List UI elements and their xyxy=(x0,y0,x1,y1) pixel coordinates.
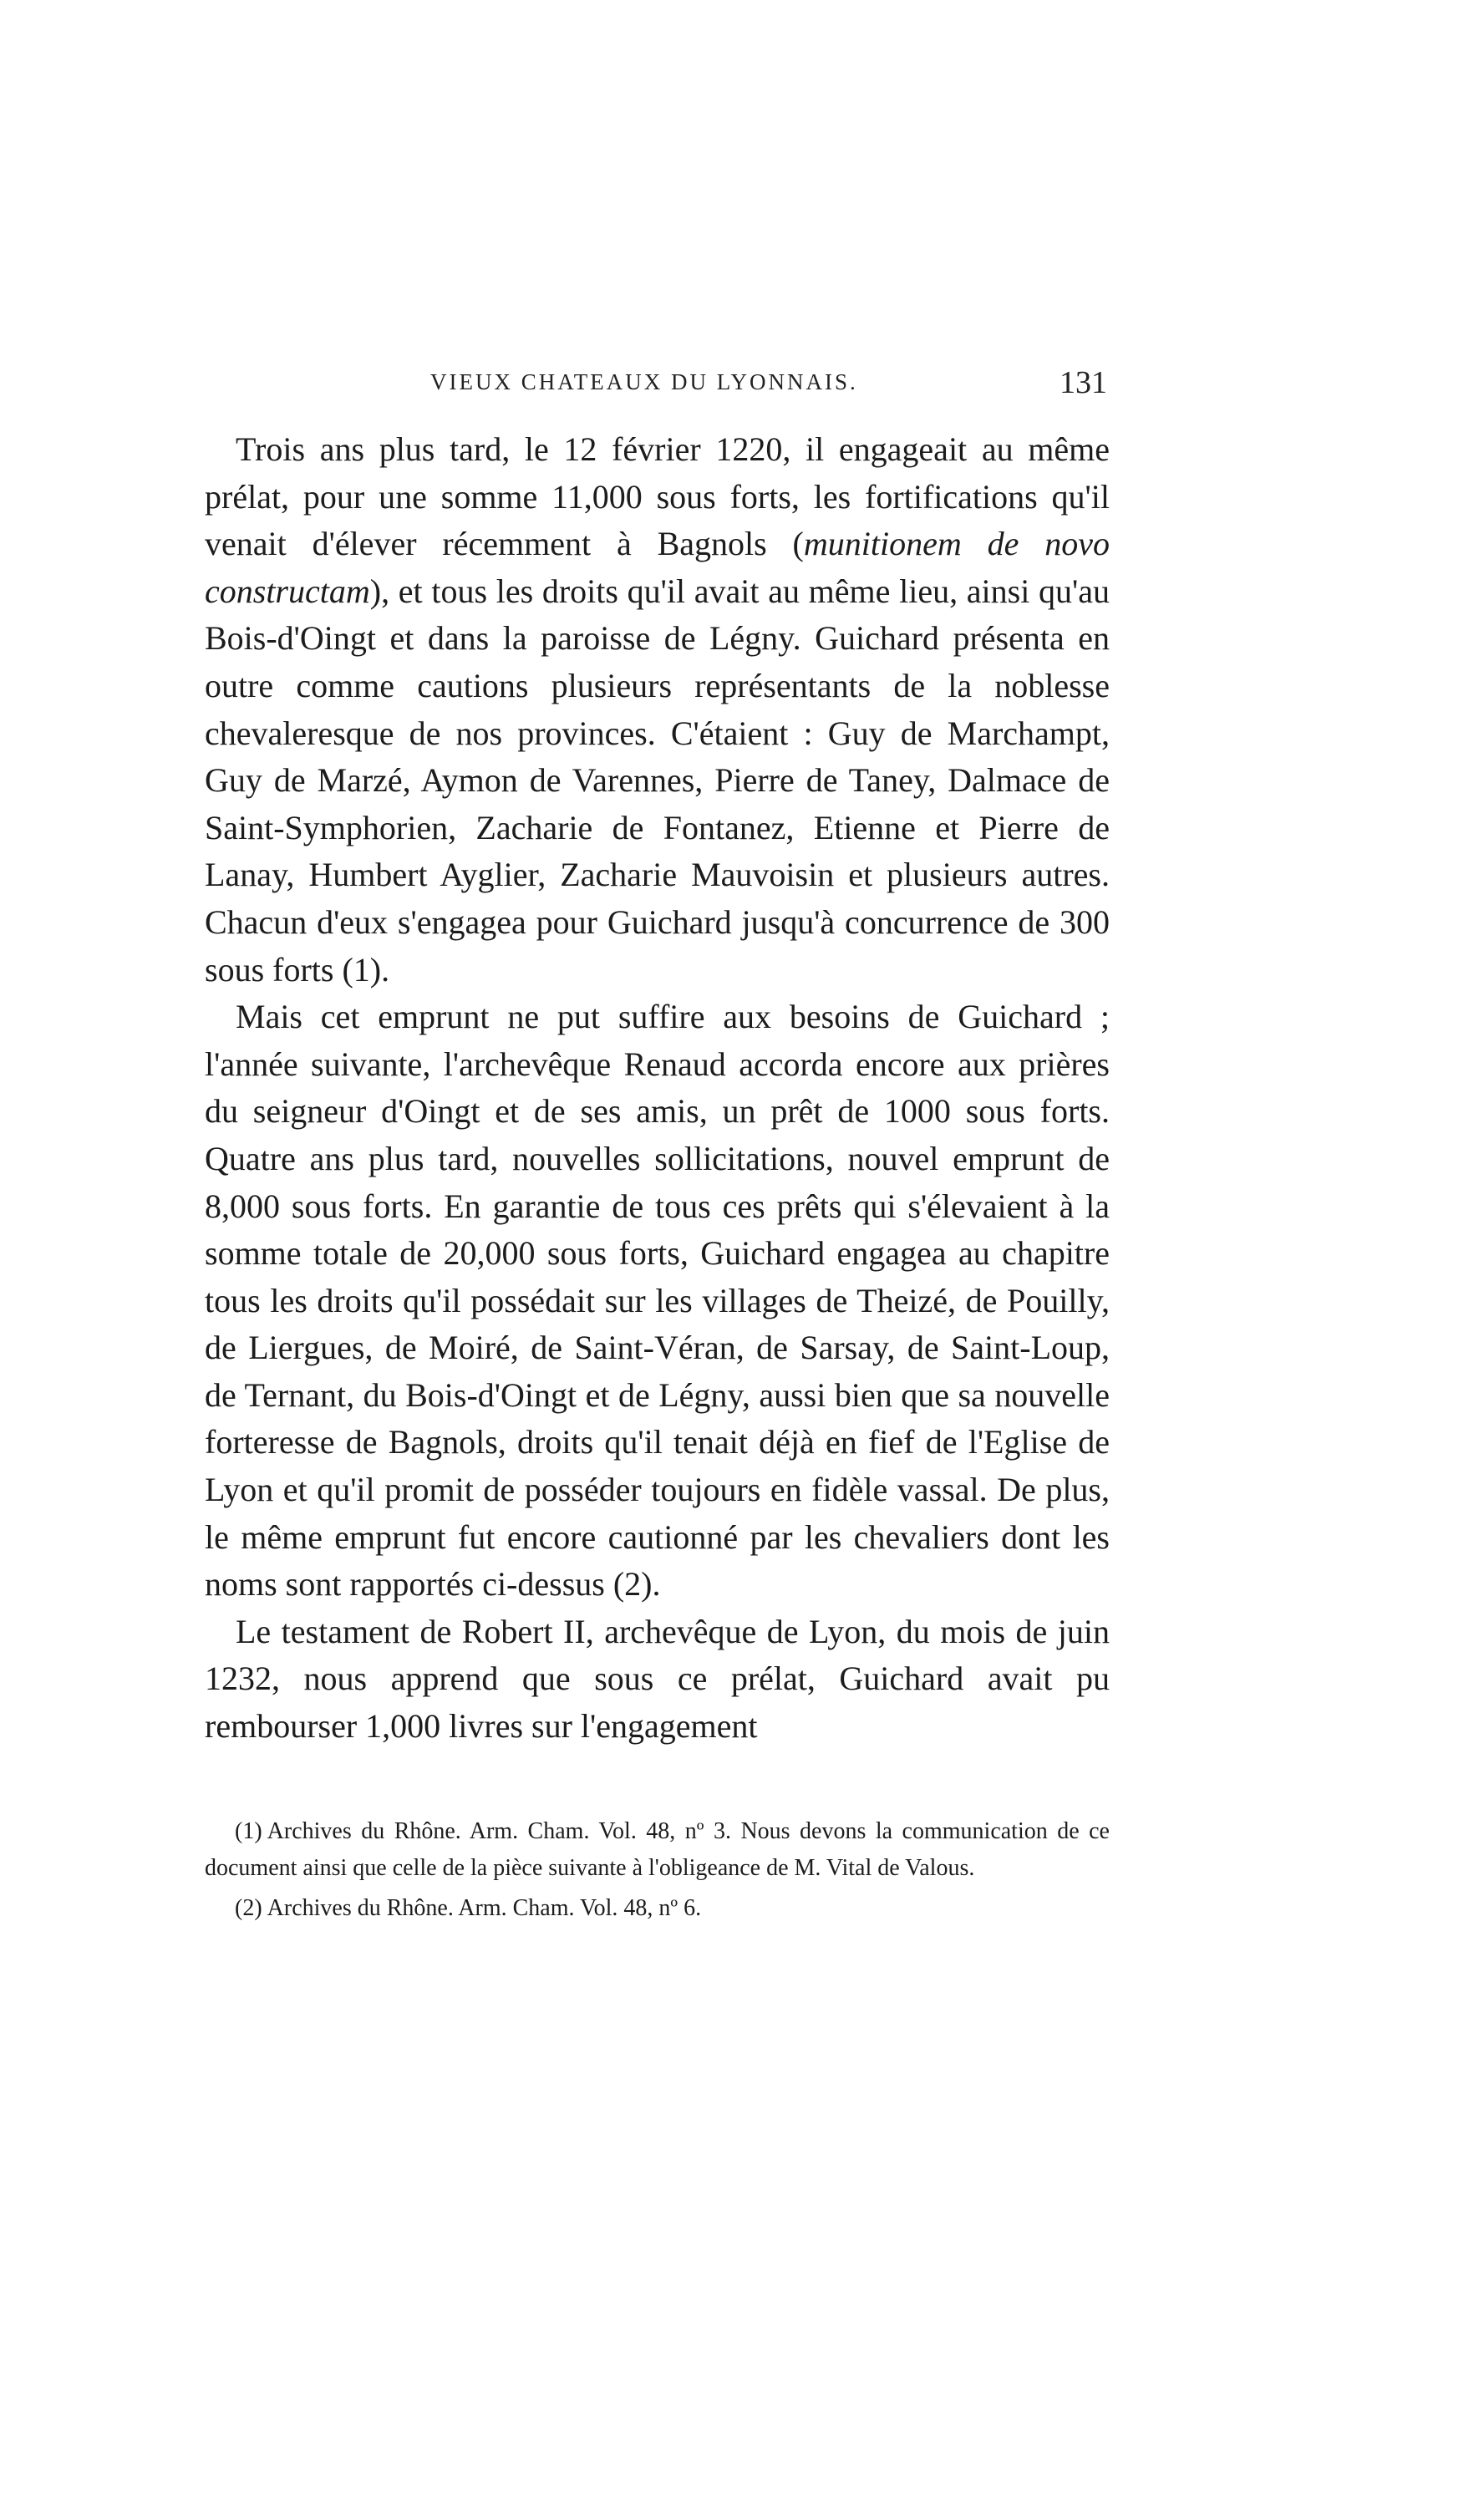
paragraph-3: Le testament de Robert II, archevêque de Lyon, du mois de juin 1232, nous apprend que sous ce prélat, Guichard avait pu rembourser 1,000 livres sur l'engagement xyxy=(205,1612,1110,1746)
paragraph-2: Mais cet emprunt ne put suffire aux besoins de Guichard ; l'année suivante, l'archevêque Renaud accorda encore aux prières du seigneur d'Oingt et de ses amis, un prêt de 1000 sous forts. Quatre ans plus tard, nouvelles sollicitations, nouvel emprunt de 8,000 sous forts. En garantie de tous ces prêts qui s'élevaient à la somme totale de 20,000 sous forts, Guichard engagea au chapitre tous les droits qu'il possédait sur les villages de Theizé, de Pouilly, de Liergues, de Moiré, de Saint-Véran, de Sarsay, de Saint-Loup, de Ternant, du Bois-d'Oingt et de Légny, aussi bien que sa nouvelle forteresse de Bagnols, droits qu'il tenait déjà en fief de l'Eglise de Lyon et qu'il promit de posséder toujours en fidèle vassal. De plus, le même emprunt fut encore cautionné par les chevaliers dont les noms sont rapportés ci-dessus (2). xyxy=(205,998,1110,1604)
paragraph-1-text-a: Trois ans plus tard, le 12 février 1220, il engageait au même prélat, pour une somme 11,000 sous forts, les fortifications qu'il venait d'élever récemment à Bagnols ( xyxy=(205,430,1110,563)
body-text xyxy=(205,426,1110,1751)
footnote-1 xyxy=(205,1813,1110,1887)
footnote-1-mark: (1) xyxy=(235,1818,262,1844)
paragraph-1-text-b: ), et tous les droits qu'il avait au même lieu, ainsi qu'au Bois-d'Oingt et dans la paroisse de Légny. Guichard présenta en outre comme cautions plusieurs représentants de la noblesse chevaleresque de nos provinces. C'étaient : Guy de Marchampt, Guy de Marzé, Aymon de Varennes, Pierre de Taney, Dalmace de Saint-Symphorien, Zacharie de Fontanez, Etienne et Pierre de Lanay, Humbert Ayglier, Zacharie Mauvoisin et plusieurs autres. Chacun d'eux s'engagea pour Guichard jusqu'à concurrence de 300 sous forts (1). xyxy=(205,572,1110,989)
footnote-2 xyxy=(205,1890,1110,1927)
footnotes xyxy=(205,1813,1110,1930)
page-number: 131 xyxy=(1060,365,1107,400)
paragraph-1 xyxy=(205,426,1110,994)
latin-quote: munitionem de novo constructam xyxy=(205,525,1110,610)
footnote-2-mark: (2) xyxy=(235,1895,262,1921)
running-head xyxy=(205,365,1107,411)
footnote-1-text: Archives du Rhône. Arm. Cham. Vol. 48, nº 3. Nous devons la communication de ce document ainsi que celle de la pièce suivante à l'obligeance de M. Vital de Valous. xyxy=(205,1818,1110,1881)
footnote-2-text: Archives du Rhône. Arm. Cham. Vol. 48, nº 6. xyxy=(267,1895,702,1921)
running-title: VIEUX CHATEAUX DU LYONNAIS. xyxy=(430,369,858,394)
